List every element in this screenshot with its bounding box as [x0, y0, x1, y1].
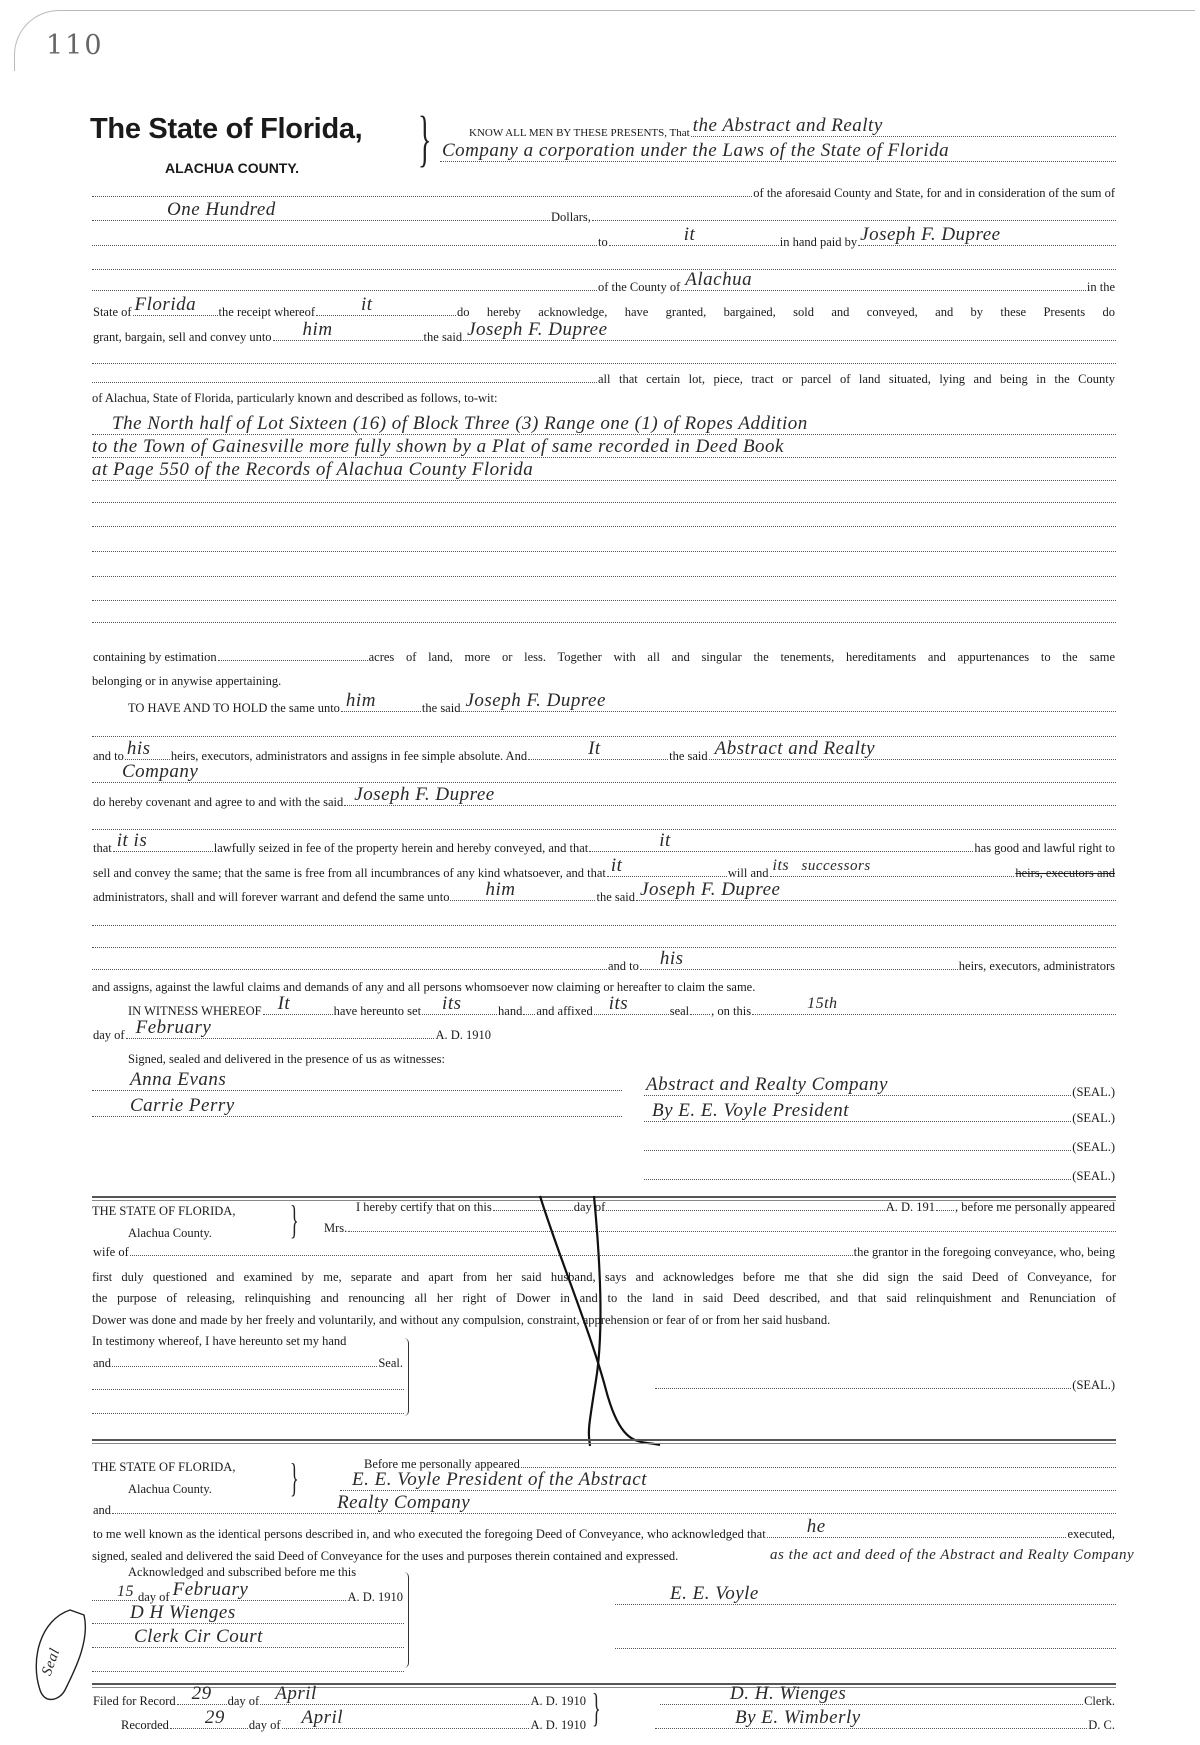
clerk-title-hw: Clerk Cir Court [134, 1626, 263, 1647]
seal-label: (SEAL.) [1072, 1111, 1115, 1125]
ack-text: signed, sealed and delivered the said Deed of Conveyance for the uses and purposes therein contained and expressed. [92, 1549, 679, 1563]
grant-hw: him [302, 319, 333, 340]
deed-text: of the County of [598, 280, 681, 294]
date-line [92, 1017, 492, 1042]
deed-line [92, 830, 1116, 855]
deed-text: heirs, executors, administrators [958, 959, 1115, 973]
grantor-desc-hw: Company a corporation under the Laws of the State of Florida [442, 140, 950, 161]
record-text: day of [248, 1718, 281, 1732]
seal-label: (SEAL.) [1072, 1140, 1115, 1154]
dower-blank-line [92, 1397, 404, 1417]
grantee-hw: Joseph F. Dupree [860, 224, 1001, 245]
dower-text: , before me personally appeared [955, 1200, 1115, 1214]
brace [404, 1338, 409, 1416]
record-text: D. C. [1088, 1718, 1115, 1732]
deed-text: IN WITNESS WHEREOF [128, 1004, 262, 1018]
deed-blank-line [92, 813, 1116, 833]
deed-blank-line [92, 486, 1116, 506]
signer-line [644, 1134, 1116, 1154]
filed-line [92, 1683, 587, 1708]
deed-text: that [93, 841, 112, 855]
recorded-month-hw: April [301, 1707, 344, 1728]
deed-text: the said [423, 330, 463, 344]
deed-line [92, 855, 1116, 880]
ack-line [92, 1516, 1116, 1541]
ack-signature-line [615, 1583, 1116, 1608]
signer-line [644, 1163, 1116, 1183]
grantee-hw: Joseph F. Dupree [467, 319, 608, 340]
dower-line [355, 1194, 1116, 1214]
deed-line [92, 644, 1116, 664]
deed-line [92, 319, 1116, 344]
witness-signature-line [92, 1095, 622, 1120]
grantor-hw: Abstract and Realty [714, 738, 876, 759]
brace: } [418, 105, 432, 173]
dower-line [92, 1239, 1116, 1259]
deed-line [92, 269, 1116, 294]
grantor-hw: Company [122, 761, 199, 782]
ack-line [92, 1602, 404, 1627]
signer-signature: E. E. Voyle [670, 1583, 759, 1604]
and-hw: It [588, 738, 601, 759]
to-hw: it [683, 224, 696, 245]
dower-paragraph-line: Dower was done and made by her freely and voluntarily, and without any compulsion, constraint, apprehension or fear of or from her said husband. [92, 1313, 831, 1327]
ack-day-hw: 15 [117, 1583, 134, 1600]
deed-text: and to [93, 749, 124, 763]
successors-hw: successors [801, 858, 871, 874]
grantee-hw: Joseph F. Dupree [640, 879, 781, 900]
dower-text: I hereby certify that on this [356, 1200, 492, 1214]
deed-text: of the aforesaid County and State, for and in consideration of the sum of [753, 186, 1115, 200]
set-hw: its [442, 993, 462, 1014]
will-hw: its [772, 857, 790, 874]
ack-blank-line [92, 1655, 404, 1675]
ack-line [340, 1469, 1116, 1494]
county-heading: ALACHUA COUNTY. [165, 160, 300, 176]
deed-line [92, 690, 1116, 715]
appeared-hw: E. E. Voyle President of the Abstract [352, 1469, 648, 1490]
sell-hw: it [610, 855, 623, 876]
county-heading: Alachua County. [128, 1226, 212, 1240]
witness-signature: Carrie Perry [130, 1095, 235, 1116]
recorded-day-hw: 29 [204, 1707, 225, 1728]
section-divider [92, 1439, 1116, 1444]
page-number: 110 [46, 30, 104, 61]
witness-signature-line [92, 1069, 622, 1094]
deed-text: and to [608, 959, 639, 973]
state-hw: Florida [134, 294, 197, 315]
deed-line [92, 761, 1116, 786]
deed-blank-line [92, 535, 1116, 555]
deed-blank-line [92, 584, 1116, 604]
month-hw: February [135, 1017, 212, 1038]
signer-line [644, 1074, 1116, 1099]
receipt-hw: it [361, 294, 373, 315]
grantor-name-hw: the Abstract and Realty [692, 115, 883, 136]
deed-text: Signed, sealed and delivered in the presence of us as witnesses: [128, 1052, 445, 1066]
ack-text: Acknowledged and subscribed before me this [128, 1565, 357, 1579]
dower-line [323, 1215, 1116, 1235]
deed-line [92, 879, 1116, 904]
day-hw: 15th [807, 995, 838, 1012]
affixed-hw: its [608, 993, 629, 1014]
deed-text: in hand paid by [779, 235, 858, 249]
deed-line [92, 784, 1116, 809]
dower-signature-line [655, 1372, 1116, 1392]
deed-line [92, 224, 1116, 249]
well-known-hw: he [806, 1516, 826, 1537]
deed-text: Dollars, [551, 210, 591, 224]
deed-text: do hereby acknowledge, have granted, bargained, sold and conveyed, and by these Presents do [457, 305, 1115, 319]
deed-text: to [598, 235, 608, 249]
recorded-line [120, 1707, 587, 1732]
deed-text: seal [669, 1004, 690, 1018]
deed-text: all that certain lot, piece, tract or parcel of land situated, lying and being in the County [598, 372, 1115, 386]
dower-blank-line [92, 1373, 404, 1393]
state-heading: THE STATE OF FLORIDA, [92, 1204, 236, 1218]
deed-text: State of [93, 305, 132, 319]
deed-text: day of [93, 1028, 125, 1042]
deed-text: the receipt whereof [218, 305, 316, 319]
brace: } [290, 1197, 299, 1242]
deed-text: A. D. 1910 [435, 1028, 491, 1042]
deed-text: and assigns, against the lawful claims and demands of any and all persons whomsoever now claiming or hereafter to claim the same. [92, 980, 756, 994]
deed-blank-line [92, 931, 1116, 951]
deed-text: in the [1086, 280, 1115, 294]
signer-signature: By E. E. Voyle President [652, 1100, 850, 1121]
deed-text: containing by estimation [93, 650, 217, 664]
dower-text: and [93, 1356, 112, 1370]
filed-month-hw: April [275, 1683, 317, 1704]
deed-line [92, 199, 1116, 224]
deed-text: has good and lawful right to [974, 841, 1115, 855]
dower-text: wife of [93, 1245, 129, 1259]
deed-text: heirs, executors, administrators and assigns in fee simple absolute. And [170, 749, 528, 763]
deed-blank-line [92, 560, 1116, 580]
deed-text: grant, bargain, sell and convey unto [93, 330, 272, 344]
seal-hw: Seal [38, 1646, 64, 1678]
deed-blank-line [92, 909, 1116, 929]
dower-paragraph-line: the purpose of releasing, relinquishing and renouncing all her right of Dower in and to the land in said Deed described, and that said relinquishment and Renunciation of [92, 1291, 1116, 1305]
deed-line [92, 948, 1116, 973]
grantee-hw: Joseph F. Dupree [465, 690, 606, 711]
record-text: A. D. 1910 [530, 1694, 586, 1708]
record-text: A. D. 1910 [530, 1718, 586, 1732]
deed-blank-line [92, 347, 1116, 367]
description-hw: to the Town of Gainesville more fully shown by a Plat of same recorded in Deed Book [92, 436, 784, 457]
ack-blank-line [615, 1632, 1116, 1652]
seized-hw: it [659, 830, 671, 851]
deed-text: acres of land, more or less. Together with all and singular the tenements, hereditaments and appurtenances to the same [368, 650, 1115, 664]
deed-text: administrators, shall and will forever warrant and defend the same unto [93, 890, 450, 904]
deed-text: and affixed [536, 1004, 593, 1018]
deed-blank-line [92, 720, 1116, 740]
deed-text: of Alachua, State of Florida, particularly known and described as follows, to-wit: [92, 391, 498, 405]
deed-text: TO HAVE AND TO HOLD the same unto [128, 701, 340, 715]
clerk-signature-hw: D H Wienges [130, 1602, 236, 1623]
admin-hw: him [485, 879, 516, 900]
deed-text-struck: heirs, executors and [1015, 866, 1115, 880]
grantee-hw: Joseph F. Dupree [354, 784, 495, 805]
deed-text: lawfully seized in fee of the property herein and hereby conveyed, and that [213, 841, 589, 855]
clerk-line [660, 1683, 1116, 1708]
deed-blank-line [92, 606, 1116, 626]
ack-text: A. D. 1910 [347, 1590, 403, 1604]
deed-text: will and [727, 866, 769, 880]
deed-line [92, 294, 1116, 319]
deed-line [92, 180, 1116, 200]
signer-line [644, 1100, 1116, 1125]
ack-date-line [92, 1579, 404, 1604]
record-text: Filed for Record [93, 1694, 176, 1708]
brace: } [592, 1685, 601, 1730]
deed-line [92, 738, 1116, 763]
dower-text: Seal. [378, 1356, 403, 1370]
seal-label: (SEAL.) [1072, 1169, 1115, 1183]
grantor-row-2 [440, 140, 1116, 165]
document-title: The State of Florida, [90, 113, 363, 145]
dower-text: Mrs. [324, 1221, 348, 1235]
dower-text: A. D. 191 [885, 1200, 935, 1214]
brace: } [290, 1455, 299, 1500]
description-line [92, 413, 1116, 438]
deed-blank-line [92, 253, 1116, 273]
ack-line [92, 1626, 404, 1651]
and-to-hw: his [659, 948, 684, 969]
ack-line [363, 1451, 1116, 1471]
and-to-hw: his [126, 738, 151, 759]
ack-text: to me well known as the identical persons described in, and who executed the foregoing Deed of Conveyance, who acknowledged that [93, 1527, 766, 1541]
record-text: day of [227, 1694, 260, 1708]
clerk-signature-hw: D. H. Wienges [730, 1683, 847, 1704]
signer-signature: Abstract and Realty Company [646, 1074, 888, 1095]
seal-label: (SEAL.) [1072, 1085, 1115, 1099]
witness-hw: It [277, 993, 291, 1014]
dower-text: day of [573, 1200, 606, 1214]
description-hw: The North half of Lot Sixteen (16) of Block Three (3) Range one (1) of Ropes Addition [112, 413, 808, 434]
ack-text: and [93, 1503, 112, 1517]
page-corner-edge [14, 10, 1195, 71]
sum-hw: One Hundred [167, 199, 276, 220]
witness-line [92, 993, 1116, 1018]
act-deed-hw: as the act and deed of the Abstract and Realty Company [770, 1547, 1135, 1563]
ack-text: Before me personally appeared [364, 1457, 520, 1471]
brace [404, 1572, 409, 1668]
that-hw: it is [116, 830, 148, 851]
know-all-row [468, 115, 1116, 140]
ack-text: day of [138, 1590, 170, 1604]
filed-day-hw: 29 [191, 1683, 212, 1704]
record-text: Clerk. [1084, 1694, 1115, 1708]
ack-line [92, 1492, 1116, 1517]
seal-label: (SEAL.) [1072, 1378, 1115, 1392]
know-all-text: KNOW ALL MEN BY THESE PRESENTS, That [469, 127, 690, 139]
dower-text: In testimony whereof, I have hereunto set my hand [92, 1334, 347, 1348]
deputy-clerk-line [655, 1707, 1116, 1732]
ack-text: executed, [1067, 1527, 1115, 1541]
record-text: Recorded [121, 1718, 169, 1732]
dower-text: the grantor in the foregoing conveyance, who, being [853, 1245, 1115, 1259]
description-line [92, 459, 1116, 484]
deed-line [92, 366, 1116, 386]
deed-text: hand [498, 1004, 523, 1018]
deed-text: belonging or in anywise appertaining. [92, 674, 282, 688]
description-line [92, 436, 1116, 461]
county-heading: Alachua County. [128, 1482, 212, 1496]
to-have-hw: him [345, 690, 376, 711]
state-heading: THE STATE OF FLORIDA, [92, 1460, 236, 1474]
witness-signature: Anna Evans [130, 1069, 227, 1090]
description-hw: at Page 550 of the Records of Alachua County Florida [92, 459, 534, 480]
deed-blank-line [92, 510, 1116, 530]
deed-text: the said [421, 701, 461, 715]
appeared-hw: Realty Company [337, 1492, 471, 1513]
dower-paragraph-line: first duly questioned and examined by me, separate and apart from her said husband, says and acknowledges before me that she did sign the said Deed of Conveyance, for [92, 1270, 1116, 1284]
deed-text: do hereby covenant and agree to and with the said [93, 795, 344, 809]
county-hw: Alachua [685, 269, 753, 290]
deed-text: , on this [711, 1004, 752, 1018]
dower-line [92, 1350, 404, 1370]
ack-month-hw: February [172, 1579, 249, 1600]
deed-text: sell and convey the same; that the same is free from all incumbrances of any kind whatsoever, and that [93, 866, 606, 880]
deputy-signature-hw: By E. Wimberly [735, 1707, 861, 1728]
deed-text: the said [669, 749, 708, 763]
deed-text: the said [596, 890, 636, 904]
deed-text: have hereunto set [333, 1004, 422, 1018]
